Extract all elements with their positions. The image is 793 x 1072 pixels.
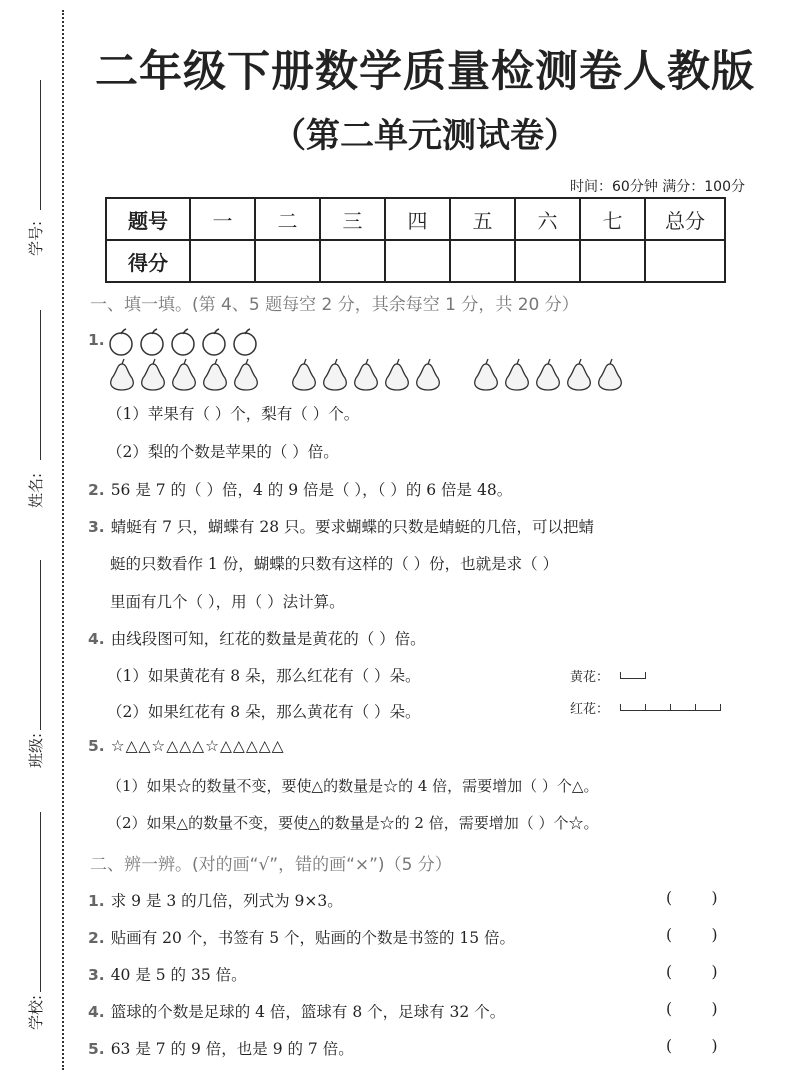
answer-parentheses[interactable]: ( ) — [666, 926, 718, 944]
pear-icon — [537, 359, 560, 390]
score-cell[interactable] — [580, 240, 645, 282]
q4-text: 由线段图可知，红花的数量是黄花的（ ）倍。 — [110, 630, 426, 648]
answer-parentheses[interactable]: ( ) — [666, 1000, 718, 1018]
segment-tick — [620, 672, 621, 679]
pear-icon — [204, 359, 227, 390]
q5-part1: （1）如果☆的数量不变，要使△的数量是☆的 4 倍，需要增加（ ）个△。 — [107, 777, 599, 795]
pear-icon — [599, 359, 622, 390]
pear-icon — [506, 359, 529, 390]
segment-tick — [620, 704, 621, 711]
apple-icon — [141, 329, 163, 355]
score-header-cell: 总分 — [645, 198, 725, 240]
score-header-cell: 三 — [320, 198, 385, 240]
q3 — [88, 515, 594, 537]
section1-heading: 一、填一填。(第 4、5 题每空 2 分，其余每空 1 分，共 20 分） — [90, 295, 579, 315]
q3-line3: 里面有几个（ ），用（ ）法计算。 — [110, 593, 345, 611]
score-header-cell: 题号 — [106, 198, 190, 240]
score-cell[interactable] — [255, 240, 320, 282]
score-row-label: 得分 — [106, 240, 190, 282]
segment-tick — [645, 704, 646, 711]
score-table — [105, 197, 726, 283]
question-number: 5. — [88, 737, 105, 755]
question-number: 4. — [88, 630, 105, 648]
apple-icon — [110, 329, 132, 355]
question-number: 2. — [88, 929, 105, 947]
page-subtitle: （第二单元测试卷） — [272, 116, 578, 156]
question-number: 5. — [88, 1040, 105, 1058]
q4 — [88, 627, 426, 649]
school-label: 学校: — [27, 994, 46, 1031]
apple-icon — [172, 329, 194, 355]
segment-tick — [695, 704, 696, 711]
segment-tick — [720, 704, 721, 711]
pear-icon — [568, 359, 591, 390]
answer-parentheses[interactable]: ( ) — [666, 889, 718, 907]
segment-line — [620, 704, 720, 711]
score-table-header-row — [106, 198, 725, 240]
judge-item — [88, 1037, 354, 1059]
cut-line — [62, 10, 64, 1070]
score-header-cell: 七 — [580, 198, 645, 240]
school-blank[interactable] — [40, 812, 41, 992]
pear-icon — [386, 359, 409, 390]
score-cell[interactable] — [190, 240, 255, 282]
page-title: 二年级下册数学质量检测卷人教版 — [95, 47, 755, 97]
pear-icon — [293, 359, 316, 390]
judge-text: 贴画有 20 个，书签有 5 个，贴画的个数是书签的 15 倍。 — [110, 929, 516, 947]
pear-icon — [235, 359, 258, 390]
pear-icon — [355, 359, 378, 390]
q3-line2: 蜓的只数看作 1 份，蝴蝶的只数有这样的（ ）份，也就是求（ ） — [110, 555, 559, 573]
pear-row — [108, 358, 638, 392]
q4-part1: （1）如果黄花有 8 朵，那么红花有（ ）朵。 — [107, 667, 421, 685]
judge-item — [88, 889, 343, 911]
q2-text: 56 是 7 的（ ）倍，4 的 9 倍是（ ），（ ）的 6 倍是 48。 — [110, 481, 513, 499]
pear-icon — [475, 359, 498, 390]
score-header-cell: 六 — [515, 198, 580, 240]
q2 — [88, 478, 512, 500]
section2-heading: 二、辨一辨。(对的画“√”，错的画“×”)（5 分） — [90, 855, 452, 875]
name-label: 姓名: — [27, 472, 46, 509]
apple-icon — [203, 329, 225, 355]
question-number: 2. — [88, 481, 105, 499]
answer-parentheses[interactable]: ( ) — [666, 963, 718, 981]
class-label: 班级: — [27, 732, 46, 769]
class-blank[interactable] — [40, 560, 41, 730]
pear-icon — [111, 359, 134, 390]
pear-icon — [142, 359, 165, 390]
q1-part2: （2）梨的个数是苹果的（ ）倍。 — [107, 443, 339, 461]
q4-part2: （2）如果红花有 8 朵，那么黄花有（ ）朵。 — [107, 703, 421, 721]
score-header-cell: 二 — [255, 198, 320, 240]
score-cell[interactable] — [320, 240, 385, 282]
judge-item — [88, 963, 247, 985]
question-number: 3. — [88, 518, 105, 536]
pear-icon — [173, 359, 196, 390]
q1-part1: （1）苹果有（ ）个，梨有（ ）个。 — [107, 405, 360, 423]
red-flower-label: 红花： — [570, 702, 610, 717]
q5 — [88, 737, 285, 755]
judge-text: 篮球的个数是足球的 4 倍，篮球有 8 个，足球有 32 个。 — [110, 1003, 506, 1021]
judge-text: 求 9 是 3 的几倍，列式为 9×3。 — [110, 892, 343, 910]
q5-shapes: ☆△△☆△△△☆△△△△△ — [110, 737, 285, 755]
judge-item — [88, 1000, 505, 1022]
answer-parentheses[interactable]: ( ) — [666, 1037, 718, 1055]
score-cell[interactable] — [385, 240, 450, 282]
pear-icon — [417, 359, 440, 390]
question-number: 1. — [88, 892, 105, 910]
question-number: 3. — [88, 966, 105, 984]
q5-part2: （2）如果△的数量不变，要使△的数量是☆的 2 倍，需要增加（ ）个☆。 — [107, 814, 599, 832]
score-cell[interactable] — [515, 240, 580, 282]
pear-icon — [324, 359, 347, 390]
segment-tick — [670, 704, 671, 711]
judge-text: 40 是 5 的 35 倍。 — [110, 966, 247, 984]
score-table-score-row — [106, 240, 725, 282]
segment-line — [620, 672, 645, 679]
exam-meta: 时间：60分钟 满分：100分 — [570, 179, 745, 195]
apple-icon — [234, 329, 256, 355]
score-header-cell: 四 — [385, 198, 450, 240]
question-number: 4. — [88, 1003, 105, 1021]
question-number: 1. — [88, 331, 105, 349]
score-header-cell: 五 — [450, 198, 515, 240]
name-blank[interactable] — [40, 310, 41, 460]
q3-line1: 蜻蜓有 7 只，蝴蝶有 28 只。要求蝴蝶的只数是蜻蜓的几倍，可以把蜻 — [110, 518, 594, 536]
student-id-label: 学号: — [27, 220, 46, 257]
yellow-flower-label: 黄花： — [570, 670, 610, 685]
score-header-cell: 一 — [190, 198, 255, 240]
score-cell[interactable] — [450, 240, 515, 282]
score-cell[interactable] — [645, 240, 725, 282]
judge-item — [88, 926, 515, 948]
binding-margin — [0, 0, 75, 1072]
segment-tick — [645, 672, 646, 679]
judge-text: 63 是 7 的 9 倍，也是 9 的 7 倍。 — [110, 1040, 354, 1058]
apple-row — [108, 328, 268, 358]
